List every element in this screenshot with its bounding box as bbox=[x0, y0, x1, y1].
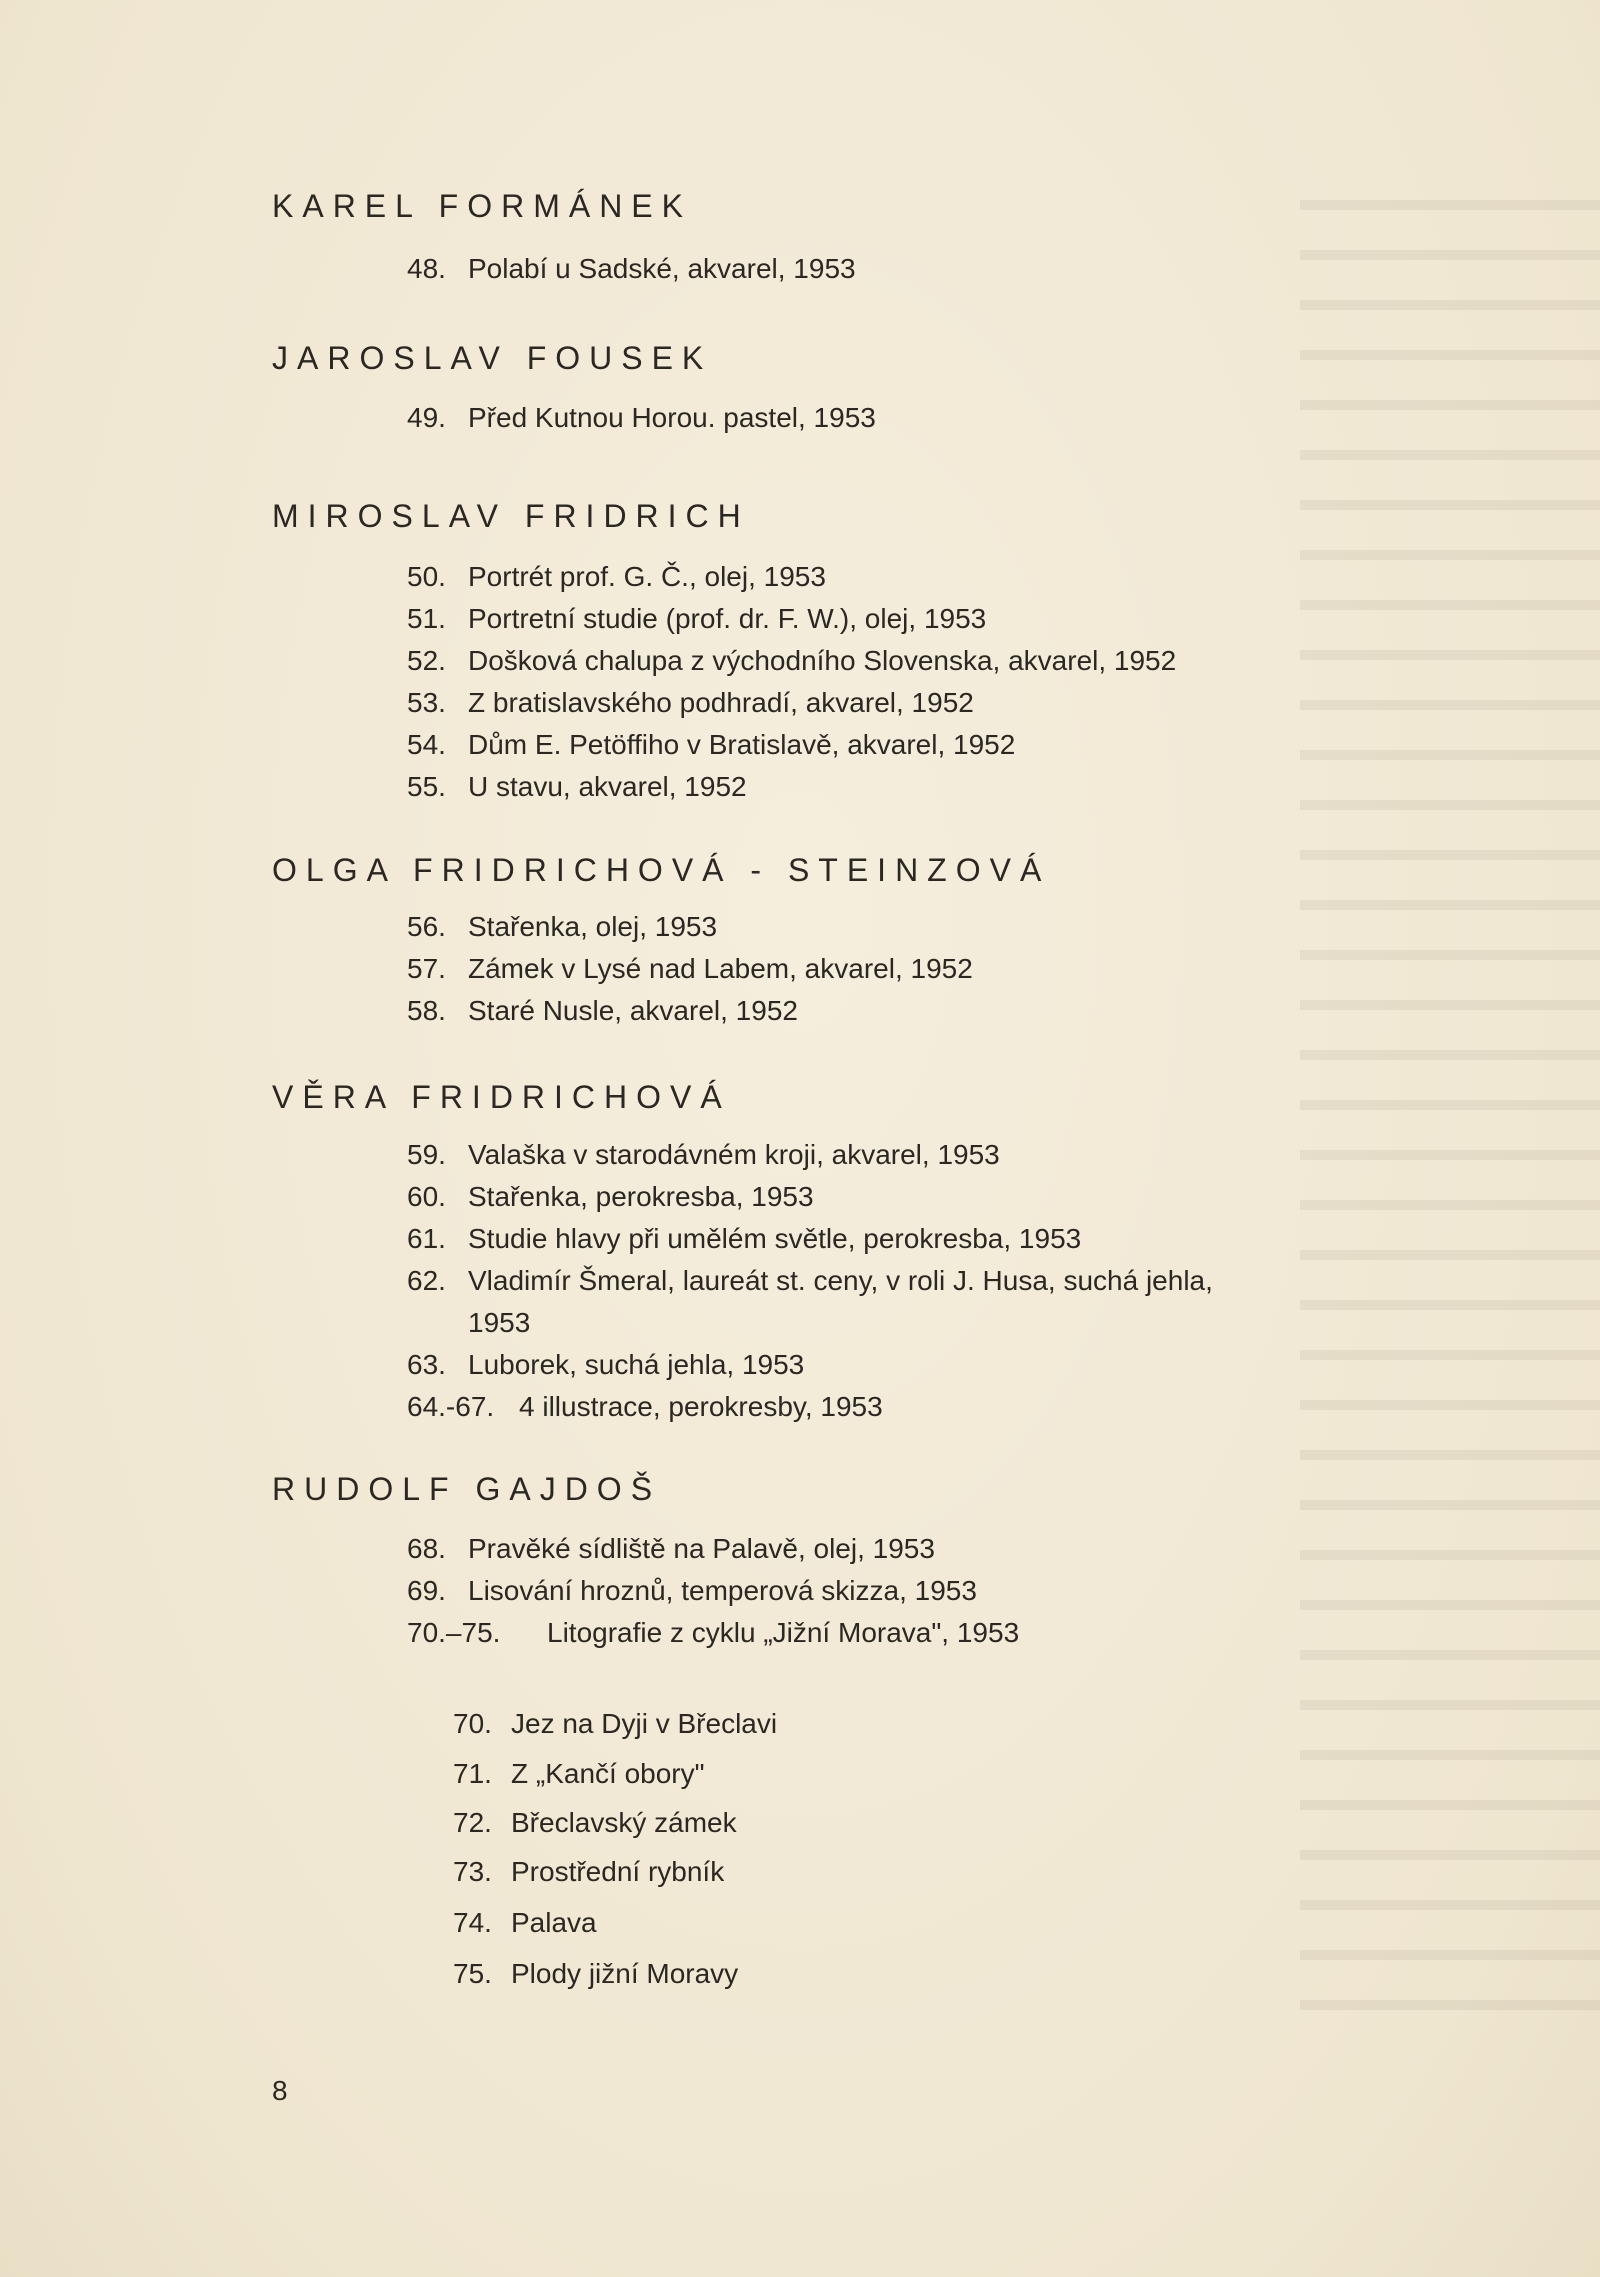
catalog-item bbox=[407, 1304, 530, 1342]
bleed-through-text bbox=[1300, 170, 1600, 2020]
item-title: Břeclavský zámek bbox=[511, 1807, 737, 1838]
item-title: Zámek v Lysé nad Labem, akvarel, 1952 bbox=[468, 953, 973, 984]
cycle-item bbox=[453, 1904, 597, 1942]
item-title: Z bratislavského podhradí, akvarel, 1952 bbox=[468, 687, 974, 718]
catalog-item bbox=[407, 1178, 814, 1216]
item-title: 1953 bbox=[468, 1307, 531, 1338]
artist-heading: VĚRA FRIDRICHOVÁ bbox=[272, 1079, 731, 1115]
catalog-item bbox=[407, 950, 973, 988]
catalog-item bbox=[407, 1530, 935, 1568]
item-number: 51. bbox=[407, 603, 446, 634]
item-title: Z „Kančí obory" bbox=[511, 1758, 705, 1789]
item-number: 55. bbox=[407, 771, 446, 802]
item-title: Staré Nusle, akvarel, 1952 bbox=[468, 995, 798, 1026]
catalog-item bbox=[407, 1220, 1081, 1258]
item-number: 73. bbox=[453, 1856, 492, 1887]
artist-heading: MIROSLAV FRIDRICH bbox=[272, 498, 750, 534]
item-title: Dům E. Petöffiho v Bratislavě, akvarel, 1952 bbox=[468, 729, 1016, 760]
item-title: Jez na Dyji v Břeclavi bbox=[511, 1708, 778, 1739]
item-number: 64.-67. bbox=[407, 1391, 495, 1422]
item-number: 70. bbox=[453, 1708, 492, 1739]
item-title: Portrét prof. G. Č., olej, 1953 bbox=[468, 561, 826, 592]
item-title: 4 illustrace, perokresby, 1953 bbox=[519, 1391, 883, 1422]
item-number: 59. bbox=[407, 1139, 446, 1170]
item-number: 56. bbox=[407, 911, 446, 942]
item-title: Luborek, suchá jehla, 1953 bbox=[468, 1349, 805, 1380]
item-number: 54. bbox=[407, 729, 446, 760]
catalog-item bbox=[407, 1262, 1213, 1300]
catalog-item bbox=[407, 1388, 883, 1426]
item-number: 50. bbox=[407, 561, 446, 592]
item-title: Došková chalupa z východního Slovenska, akvarel, 1952 bbox=[468, 645, 1177, 676]
catalog-item bbox=[407, 726, 1015, 764]
item-title: Litografie z cyklu „Jižní Morava", 1953 bbox=[547, 1617, 1020, 1648]
catalog-item bbox=[407, 768, 747, 806]
item-number: 60. bbox=[407, 1181, 446, 1212]
artist-heading: OLGA FRIDRICHOVÁ - STEINZOVÁ bbox=[272, 852, 1051, 888]
item-number: 58. bbox=[407, 995, 446, 1026]
item-title: Portretní studie (prof. dr. F. W.), olej, 1953 bbox=[468, 603, 987, 634]
cycle-item bbox=[453, 1755, 705, 1793]
cycle-item bbox=[453, 1955, 738, 1993]
item-title: Stařenka, perokresba, 1953 bbox=[468, 1181, 814, 1212]
catalog-item bbox=[407, 600, 986, 638]
catalog-item bbox=[407, 558, 826, 596]
item-title: Před Kutnou Horou. pastel, 1953 bbox=[468, 402, 876, 433]
item-title: Studie hlavy při umělém světle, perokresba, 1953 bbox=[468, 1223, 1082, 1254]
item-number: 69. bbox=[407, 1575, 446, 1606]
catalog-item bbox=[407, 642, 1176, 680]
item-number: 49. bbox=[407, 402, 446, 433]
catalog-item bbox=[407, 992, 798, 1030]
item-number: 63. bbox=[407, 1349, 446, 1380]
item-number: 71. bbox=[453, 1758, 492, 1789]
item-title: Valaška v starodávném kroji, akvarel, 1953 bbox=[468, 1139, 1000, 1170]
catalog-item bbox=[407, 908, 717, 946]
cycle-item bbox=[453, 1705, 777, 1743]
catalog-item bbox=[407, 399, 876, 437]
item-number: 72. bbox=[453, 1807, 492, 1838]
item-number: 70.–75. bbox=[407, 1617, 501, 1648]
catalog-item bbox=[407, 1136, 1000, 1174]
artist-heading: KAREL FORMÁNEK bbox=[272, 188, 692, 224]
item-number: 53. bbox=[407, 687, 446, 718]
item-title: Palava bbox=[511, 1907, 597, 1938]
item-number: 62. bbox=[407, 1265, 446, 1296]
catalog-item bbox=[407, 1614, 1019, 1652]
catalog-item bbox=[407, 1572, 977, 1610]
item-number: 48. bbox=[407, 253, 446, 284]
item-title: U stavu, akvarel, 1952 bbox=[468, 771, 747, 802]
item-title: Plody jižní Moravy bbox=[511, 1958, 739, 1989]
item-number: 74. bbox=[453, 1907, 492, 1938]
artist-heading: JAROSLAV FOUSEK bbox=[272, 340, 713, 376]
item-title: Stařenka, olej, 1953 bbox=[468, 911, 718, 942]
artist-heading: RUDOLF GAJDOŠ bbox=[272, 1471, 662, 1507]
item-number: 52. bbox=[407, 645, 446, 676]
cycle-item bbox=[453, 1853, 724, 1891]
catalog-item bbox=[407, 1346, 804, 1384]
item-number: 61. bbox=[407, 1223, 446, 1254]
item-title: Polabí u Sadské, akvarel, 1953 bbox=[468, 253, 856, 284]
item-number: 75. bbox=[453, 1958, 492, 1989]
item-number: 57. bbox=[407, 953, 446, 984]
item-title: Vladimír Šmeral, laureát st. ceny, v roli J. Husa, suchá jehla, bbox=[468, 1265, 1213, 1296]
catalog-item bbox=[407, 684, 974, 722]
page-number: 8 bbox=[272, 2075, 288, 2106]
item-title: Prostřední rybník bbox=[511, 1856, 725, 1887]
cycle-item bbox=[453, 1804, 737, 1842]
item-title: Lisování hroznů, temperová skizza, 1953 bbox=[468, 1575, 977, 1606]
catalog-item bbox=[407, 250, 856, 288]
item-number: 68. bbox=[407, 1533, 446, 1564]
item-title: Pravěké sídliště na Palavě, olej, 1953 bbox=[468, 1533, 935, 1564]
